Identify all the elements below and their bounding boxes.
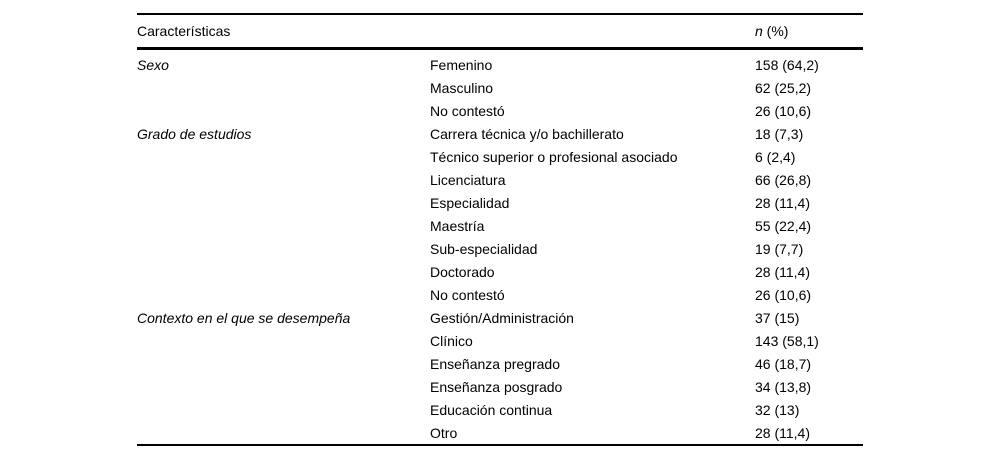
row-label: Carrera técnica y/o bachillerato — [430, 125, 624, 142]
group-label-empty — [137, 214, 430, 237]
row-value: 34 (13,8) — [755, 378, 812, 395]
table-row — [137, 398, 863, 421]
group-label-empty — [137, 329, 430, 352]
demographics-table-container — [137, 13, 863, 446]
row-label: Educación continua — [430, 401, 553, 418]
table-row — [137, 122, 863, 145]
row-label: Femenino — [430, 56, 493, 73]
header-n-pct — [755, 14, 863, 49]
group-label-empty — [137, 398, 430, 421]
table-row — [137, 168, 863, 191]
group-label-contexto: Contexto en el que se desempeña — [137, 309, 351, 326]
row-value: 46 (18,7) — [755, 355, 812, 372]
demographics-table — [137, 13, 863, 446]
table-row — [137, 421, 863, 445]
header-pct: (%) — [762, 23, 789, 39]
row-label: No contestó — [430, 286, 505, 303]
row-value: 37 (15) — [755, 309, 800, 326]
header-row — [137, 14, 863, 49]
group-label-empty — [137, 283, 430, 306]
row-value: 6 (2,4) — [755, 148, 796, 165]
group-label-sexo: Sexo — [137, 56, 169, 73]
row-label: Técnico superior o profesional asociado — [430, 148, 678, 165]
row-value: 18 (7,3) — [755, 125, 804, 142]
row-value: 55 (22,4) — [755, 217, 812, 234]
table-row — [137, 99, 863, 122]
row-value: 19 (7,7) — [755, 240, 804, 257]
row-label: Enseñanza posgrado — [430, 378, 563, 395]
table-row — [137, 214, 863, 237]
group-label-empty — [137, 237, 430, 260]
group-label-empty — [137, 375, 430, 398]
row-label: Clínico — [430, 332, 473, 349]
table-row — [137, 237, 863, 260]
table-row — [137, 260, 863, 283]
row-value: 32 (13) — [755, 401, 800, 418]
row-label: No contestó — [430, 102, 505, 119]
group-label-empty — [137, 352, 430, 375]
row-value: 28 (11,4) — [755, 424, 810, 441]
row-label: Enseñanza pregrado — [430, 355, 560, 372]
row-value: 28 (11,4) — [755, 194, 810, 211]
row-label: Doctorado — [430, 263, 495, 280]
header-n-italic: n — [755, 23, 763, 39]
row-value: 66 (26,8) — [755, 171, 812, 188]
row-label: Especialidad — [430, 194, 510, 211]
table-row — [137, 191, 863, 214]
group-label-grado-de-estudios: Grado de estudios — [137, 125, 252, 142]
header-spacer — [430, 14, 755, 49]
row-value: 158 (64,2) — [755, 56, 819, 73]
group-label-empty — [137, 145, 430, 168]
row-label: Maestría — [430, 217, 485, 234]
row-value: 26 (10,6) — [755, 102, 812, 119]
group-label-empty — [137, 260, 430, 283]
header-characteristics: Características — [137, 23, 231, 39]
table-row — [137, 49, 863, 77]
group-label-empty — [137, 76, 430, 99]
table-header — [137, 14, 863, 49]
table-row — [137, 306, 863, 329]
row-label: Otro — [430, 424, 458, 441]
table-row — [137, 375, 863, 398]
group-label-empty — [137, 191, 430, 214]
row-label: Licenciatura — [430, 171, 506, 188]
table-row — [137, 352, 863, 375]
row-label: Sub-especialidad — [430, 240, 538, 257]
table-body — [137, 49, 863, 446]
group-label-empty — [137, 168, 430, 191]
group-label-empty — [137, 99, 430, 122]
row-label: Masculino — [430, 79, 494, 96]
table-row — [137, 283, 863, 306]
row-value: 143 (58,1) — [755, 332, 819, 349]
row-label: Gestión/Administración — [430, 309, 574, 326]
table-row — [137, 329, 863, 352]
table-row — [137, 145, 863, 168]
group-label-empty — [137, 421, 430, 445]
row-value: 62 (25,2) — [755, 79, 812, 96]
row-value: 26 (10,6) — [755, 286, 812, 303]
table-row — [137, 76, 863, 99]
row-value: 28 (11,4) — [755, 263, 810, 280]
